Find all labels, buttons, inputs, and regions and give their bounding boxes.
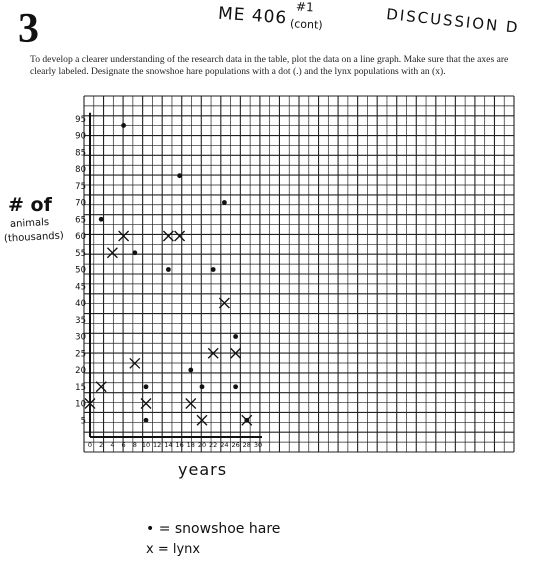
handwritten-number: #1: [295, 0, 315, 15]
y-tick-label: 40: [75, 299, 86, 309]
x-tick-label: 18: [186, 441, 195, 449]
y-axis-label-line3: (thousands): [3, 230, 65, 245]
x-tick-label: 20: [197, 441, 207, 449]
x-tick-label: 30: [253, 441, 263, 449]
y-axis-label-line1: # of: [8, 194, 52, 216]
y-tick-label: 45: [75, 282, 86, 293]
legend-lynx: x = lynx: [146, 542, 201, 557]
hare-point: [233, 384, 238, 389]
x-tick-label: 22: [209, 441, 218, 449]
y-tick-label: 75: [75, 181, 86, 192]
y-tick-label: 35: [75, 315, 86, 326]
handwritten-course: ME 406: [217, 3, 288, 29]
y-tick-label: 25: [75, 349, 86, 360]
x-tick-label: 8: [132, 441, 137, 449]
y-tick-label: 15: [75, 382, 86, 393]
x-tick-label: 28: [242, 441, 251, 449]
page-number: 3: [18, 6, 39, 52]
handwritten-cont: (cont): [289, 17, 323, 32]
lynx-point: [107, 248, 117, 258]
y-tick-label: 80: [75, 165, 86, 175]
hare-point: [121, 123, 126, 128]
x-tick-label: 24: [220, 441, 229, 449]
x-tick-labels: [88, 441, 262, 449]
x-tick-label: 0: [87, 441, 93, 449]
hare-point: [211, 267, 216, 272]
hare-point: [144, 418, 149, 423]
x-tick-label: 6: [121, 441, 126, 449]
lynx-point: [186, 399, 196, 409]
hare-point: [200, 384, 205, 389]
lynx-point: [175, 231, 185, 241]
handwritten-section: DISCUSSION D: [385, 5, 521, 37]
y-tick-label: 50: [75, 265, 86, 276]
y-tick-label: 90: [75, 131, 86, 142]
y-tick-label: 70: [75, 198, 86, 209]
x-tick-label: 10: [141, 441, 151, 449]
y-tick-label: 60: [75, 232, 86, 242]
instructions-text: To develop a clearer understanding of the research data in the table, plot the data on a line graph. Make sure that the axes are clearly labeled. Designate the snowshoe hare populations with a dot (.) and the lynx populations with an (x).: [30, 54, 509, 77]
x-axis-label: years: [178, 460, 228, 479]
y-tick-label: 30: [75, 332, 86, 343]
x-tick-label: 12: [153, 441, 162, 449]
lynx-point: [197, 415, 207, 425]
hare-point: [144, 384, 149, 389]
x-tick-label: 2: [99, 441, 104, 449]
hare-point: [188, 368, 193, 373]
x-tick-label: 16: [175, 441, 184, 449]
y-tick-label: 65: [75, 215, 86, 226]
legend-hare: • = snowshoe hare: [146, 521, 281, 537]
y-tick-label: 10: [75, 399, 86, 410]
hare-point: [99, 217, 104, 222]
y-tick-label: 55: [75, 248, 86, 259]
x-tick-label: 26: [231, 441, 240, 449]
y-tick-label: 95: [75, 114, 86, 125]
hare-point: [222, 200, 227, 205]
hare-point: [132, 250, 137, 255]
y-tick-label: 85: [75, 148, 86, 159]
hare-point: [166, 267, 171, 272]
y-tick-label: 5: [80, 416, 86, 427]
hare-point: [233, 334, 238, 339]
lynx-point: [96, 382, 106, 392]
hare-point: [177, 173, 182, 178]
grid-lines: [84, 96, 514, 452]
y-axis-label-line2: animals: [9, 216, 50, 231]
x-tick-label: 4: [110, 441, 115, 449]
x-tick-label: 14: [164, 441, 173, 449]
y-tick-label: 20: [75, 366, 86, 376]
